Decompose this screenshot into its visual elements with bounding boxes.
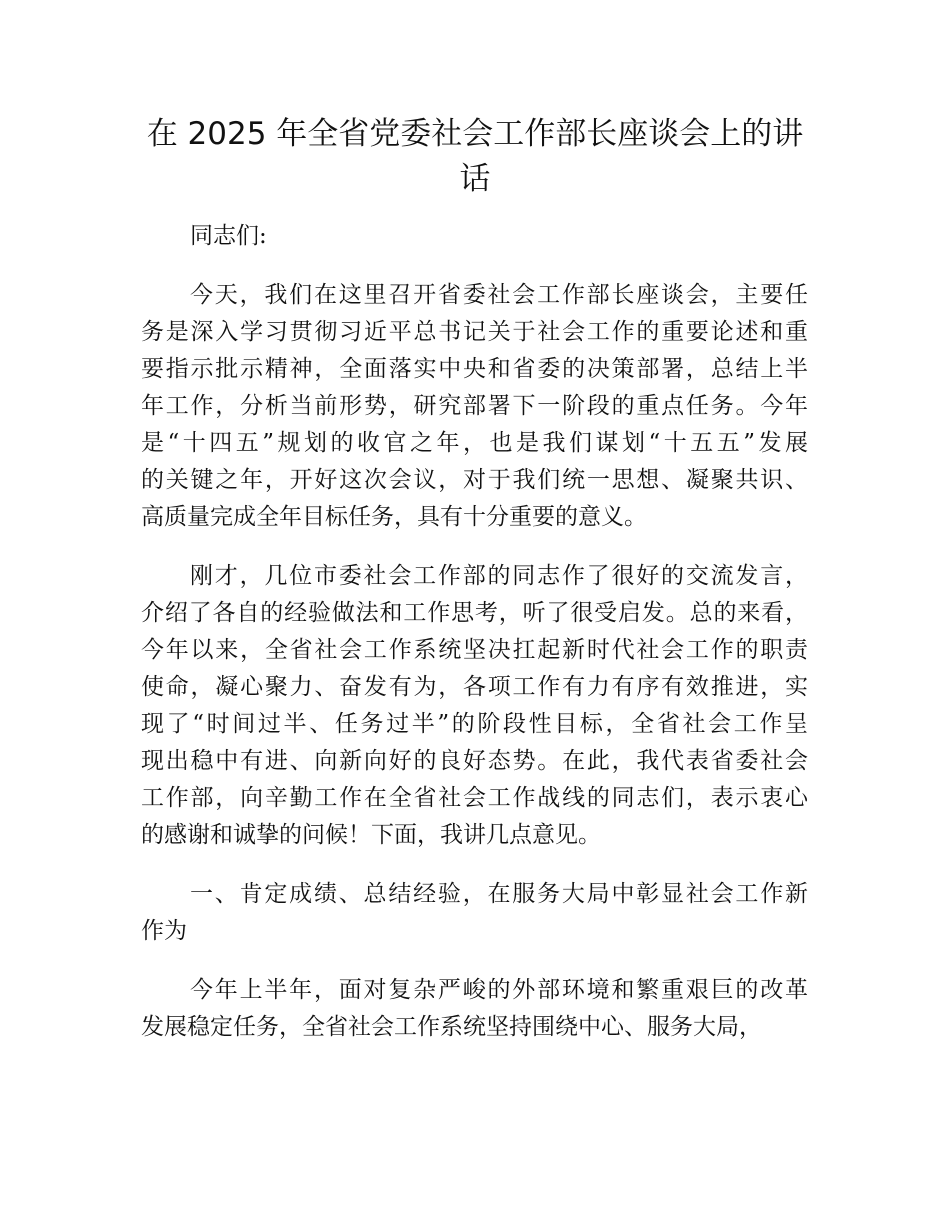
text-line: 高质量完成全年目标任务，具有十分重要的意义。 [141,504,647,530]
text-line: 的感谢和诚挚的问候！下面，我讲几点意见。 [141,822,601,848]
document-body [141,218,808,1068]
title-line: 话 [459,161,491,197]
text-line: 作为 [141,918,187,944]
text-line: 使命，凝心聚力、奋发有为，各项工作有力有序有效推进，实 [141,674,808,700]
text-line: 工作部，向辛勤工作在全省社会工作战线的同志们，表示衷心 [141,785,808,811]
text-line: 务是深入学习贯彻习近平总书记关于社会工作的重要论述和重 [141,319,808,345]
text-line: 发展稳定任务，全省社会工作系统坚持围绕中心、服务大局， [141,1014,762,1040]
text-line: 今年上半年，面对复杂严峻的外部环境和繁重艰巨的改革 [190,977,808,1003]
paragraph [141,972,808,1046]
text-line: 一、肯定成绩、总结经验，在服务大局中彰显社会工作新 [190,881,808,907]
salutation [141,218,808,255]
text-line: 是“十四五”规划的收官之年，也是我们谋划“十五五”发展 [141,430,808,456]
title-line: 在 2025 年全省党委社会工作部长座谈会上的讲 [146,116,804,152]
text-line: 刚才，几位市委社会工作部的同志作了很好的交流发言， [190,563,808,589]
text-line: 要指示批示精神，全面落实中央和省委的决策部署，总结上半 [141,356,808,382]
text-line: 的关键之年，开好这次会议，对于我们统一思想、凝聚共识、 [141,467,808,493]
document-title [130,112,820,202]
text-line: 年工作，分析当前形势，研究部署下一阶段的重点任务。今年 [141,393,808,419]
paragraph [141,277,808,536]
text-line: 同志们: [190,223,267,249]
text-line: 今年以来，全省社会工作系统坚决扛起新时代社会工作的职责 [141,637,808,663]
text-line: 介绍了各自的经验做法和工作思考，听了很受启发。总的来看， [141,600,808,626]
text-line: 现出稳中有进、向新向好的良好态势。在此，我代表省委社会 [141,748,808,774]
text-line: 现了“时间过半、任务过半”的阶段性目标，全省社会工作呈 [141,711,808,737]
paragraph [141,558,808,854]
text-line: 今天，我们在这里召开省委社会工作部长座谈会，主要任 [190,282,808,308]
section-heading [141,876,808,950]
